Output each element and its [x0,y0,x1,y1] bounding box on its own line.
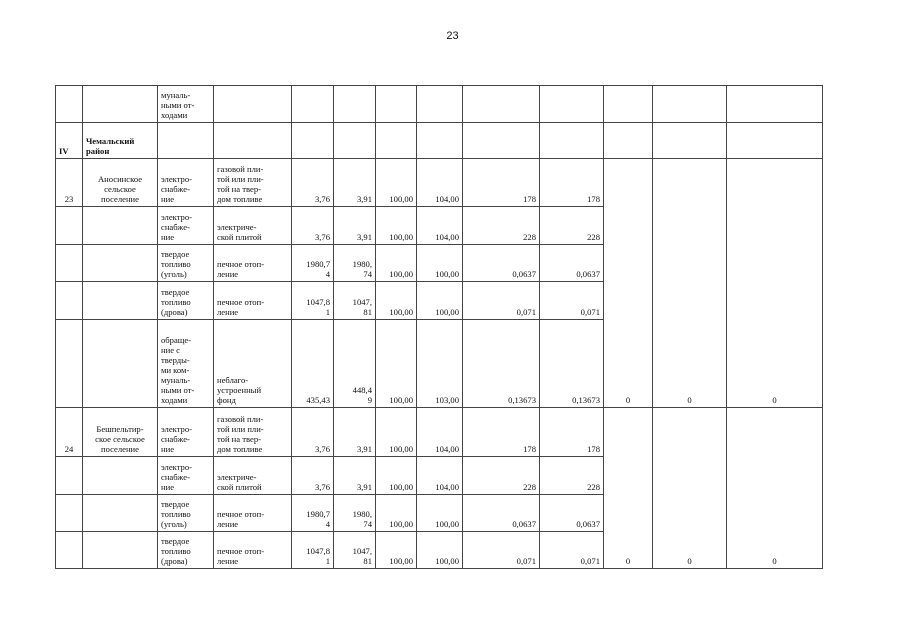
cell-value: 100,00 [376,532,417,569]
cell-value [727,86,823,123]
cell-value: 3,76 [292,408,334,457]
cell-value: 1047, 81 [334,532,376,569]
cell-num [56,245,83,282]
cell-value: 0,0637 [540,495,604,532]
table-row [56,86,823,123]
cell-value [653,86,727,123]
cell-value: 1047,8 1 [292,532,334,569]
cell-merged-value: 0 [604,159,653,408]
cell-improvement: электриче- ской плитой [214,457,292,495]
cell-utility: твердое топливо (уголь) [158,245,214,282]
cell-value: 100,00 [376,320,417,408]
cell-value: 100,00 [417,245,463,282]
cell-value [334,123,376,159]
cell-improvement: печное отоп- ление [214,532,292,569]
cell-value [463,123,540,159]
cell-improvement: печное отоп- ление [214,495,292,532]
cell-improvement [214,86,292,123]
cell-value: 3,76 [292,457,334,495]
cell-value: 0,071 [463,282,540,320]
cell-value: 228 [540,207,604,245]
cell-utility: электро- снабже- ние [158,207,214,245]
cell-value: 0,071 [540,532,604,569]
cell-value: 100,00 [376,408,417,457]
cell-settlement [83,532,158,569]
cell-improvement [214,123,292,159]
cell-value [292,86,334,123]
cell-improvement: газовой пли- той или пли- той на твер- дом топливе [214,159,292,207]
cell-value: 100,00 [417,532,463,569]
cell-value [417,123,463,159]
cell-value [653,123,727,159]
cell-value [604,123,653,159]
cell-value: 100,00 [376,495,417,532]
cell-num [56,495,83,532]
cell-value: 1980,7 4 [292,495,334,532]
cell-utility: электро- снабже- ние [158,408,214,457]
cell-num [56,532,83,569]
cell-value: 104,00 [417,207,463,245]
cell-value: 0,13673 [463,320,540,408]
cell-value [727,123,823,159]
cell-utility [158,123,214,159]
cell-value: 1980,7 4 [292,245,334,282]
cell-utility: муналь- ными от- ходами [158,86,214,123]
cell-value [417,86,463,123]
cell-merged-value: 0 [604,408,653,569]
cell-value: 178 [540,159,604,207]
cell-value: 104,00 [417,457,463,495]
cell-settlement: Бешпельтир- ское сельское поселение [83,408,158,457]
cell-value: 3,91 [334,457,376,495]
cell-value: 228 [463,207,540,245]
cell-value: 0,071 [463,532,540,569]
cell-utility: твердое топливо (дрова) [158,282,214,320]
cell-utility: твердое топливо (дрова) [158,532,214,569]
table-row [56,159,823,207]
cell-value: 178 [463,408,540,457]
cell-merged-value: 0 [653,408,727,569]
cell-value: 448,4 9 [334,320,376,408]
cell-settlement [83,457,158,495]
cell-value: 3,91 [334,408,376,457]
cell-value: 0,0637 [463,495,540,532]
tariff-table [55,85,823,569]
cell-settlement [83,282,158,320]
table-row [56,408,823,457]
cell-num: 23 [56,159,83,207]
page-number: 23 [446,30,459,42]
cell-value: 178 [463,159,540,207]
cell-merged-value: 0 [727,408,823,569]
cell-settlement [83,320,158,408]
cell-value: 435,43 [292,320,334,408]
cell-value: 1980, 74 [334,245,376,282]
cell-value: 100,00 [376,207,417,245]
cell-value: 100,00 [376,245,417,282]
cell-improvement: печное отоп- ление [214,245,292,282]
cell-value: 1047, 81 [334,282,376,320]
cell-value: 103,00 [417,320,463,408]
cell-num: 24 [56,408,83,457]
cell-value: 0,071 [540,282,604,320]
cell-num [56,86,83,123]
cell-merged-value: 0 [727,159,823,408]
cell-value: 0,13673 [540,320,604,408]
cell-improvement: неблаго- устроенный фонд [214,320,292,408]
cell-value: 3,91 [334,159,376,207]
cell-value [540,86,604,123]
cell-improvement: газовой пли- той или пли- той на твер- дом топливе [214,408,292,457]
table-row [56,123,823,159]
cell-settlement [83,245,158,282]
cell-value: 100,00 [376,457,417,495]
cell-value: 100,00 [417,282,463,320]
cell-utility: электро- снабже- ние [158,457,214,495]
cell-value [292,123,334,159]
cell-settlement [83,86,158,123]
cell-value [604,86,653,123]
cell-value: 1980, 74 [334,495,376,532]
cell-value [540,123,604,159]
cell-num [56,282,83,320]
cell-value: 100,00 [376,282,417,320]
cell-value: 228 [540,457,604,495]
cell-value: 228 [463,457,540,495]
cell-value [376,86,417,123]
cell-value: 3,91 [334,207,376,245]
cell-value: 1047,8 1 [292,282,334,320]
cell-value [376,123,417,159]
cell-district: Чемальский район [83,123,158,159]
cell-improvement: печное отоп- ление [214,282,292,320]
cell-value: 3,76 [292,159,334,207]
cell-num [56,457,83,495]
cell-value: 100,00 [417,495,463,532]
cell-utility: твердое топливо (уголь) [158,495,214,532]
cell-value: 0,0637 [463,245,540,282]
cell-value [334,86,376,123]
cell-utility: обраще- ние с тверды- ми ком- муналь- ными от- ходами [158,320,214,408]
cell-value: 178 [540,408,604,457]
cell-value: 100,00 [376,159,417,207]
cell-value: 0,0637 [540,245,604,282]
cell-merged-value: 0 [653,159,727,408]
cell-settlement: Аносинское сельское поселение [83,159,158,207]
cell-num [56,320,83,408]
cell-num [56,207,83,245]
cell-settlement [83,495,158,532]
cell-value: 104,00 [417,408,463,457]
cell-improvement: электриче- ской плитой [214,207,292,245]
cell-value [463,86,540,123]
cell-settlement [83,207,158,245]
cell-utility: электро- снабже- ние [158,159,214,207]
cell-value: 3,76 [292,207,334,245]
cell-value: 104,00 [417,159,463,207]
cell-num: IV [56,123,83,159]
